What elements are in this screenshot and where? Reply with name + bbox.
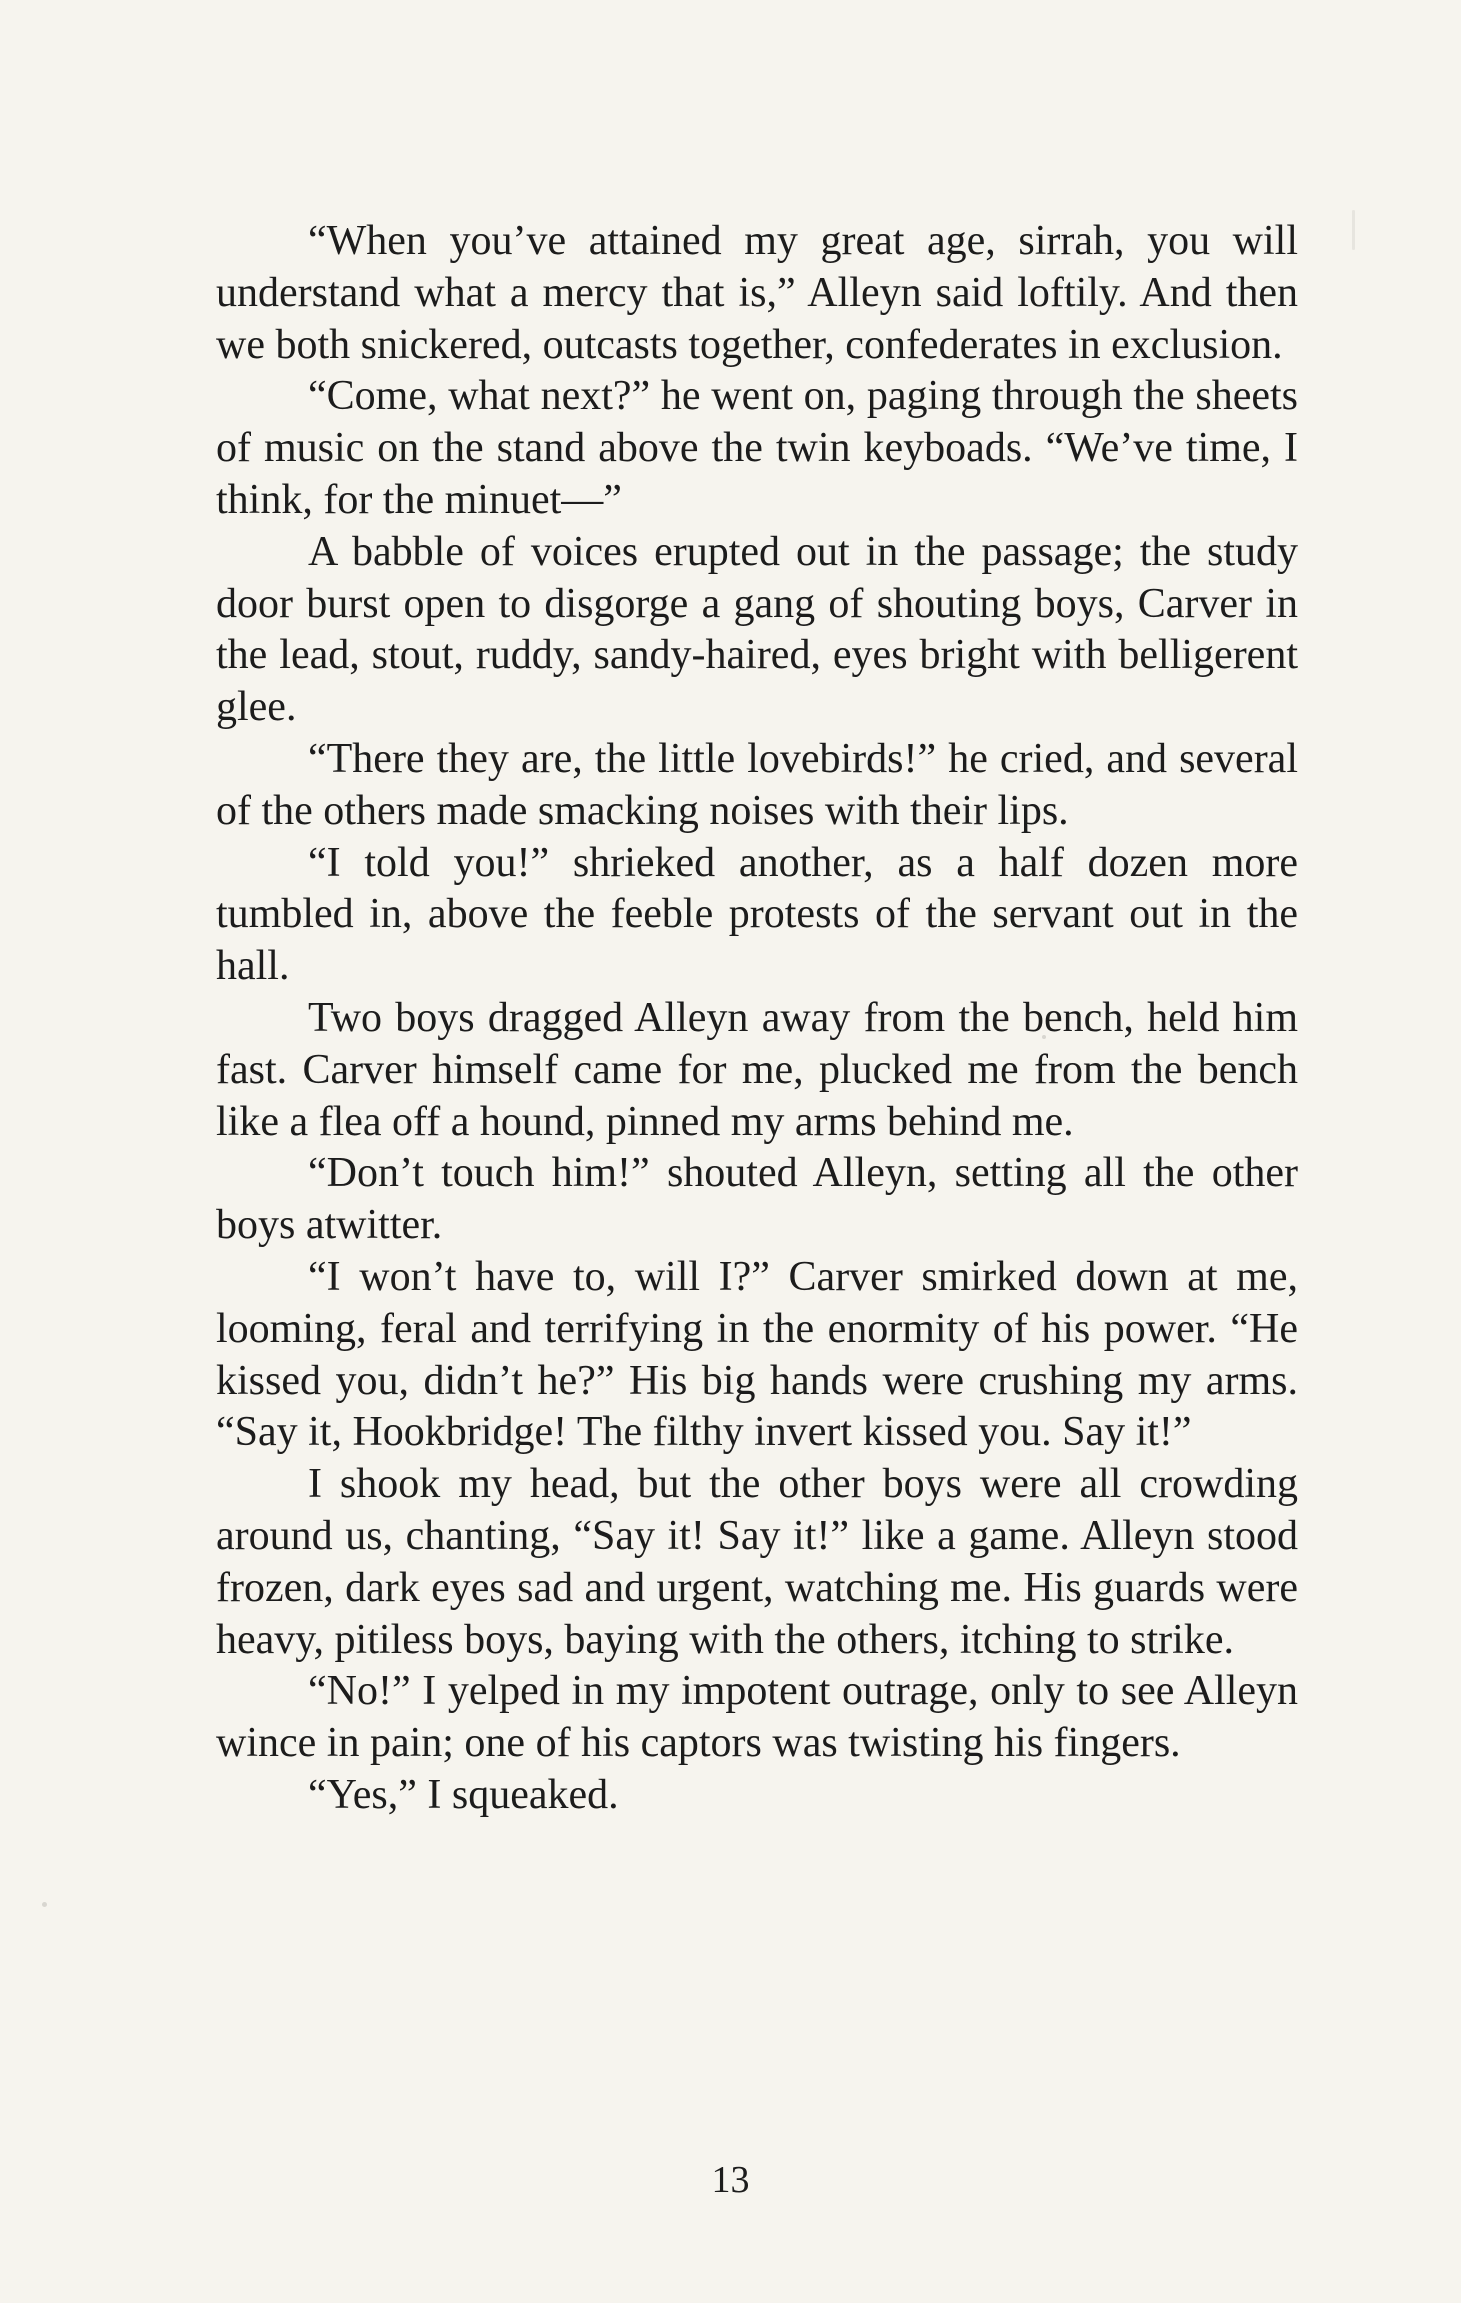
paragraph: “Don’t touch him!” shouted Alleyn, setting all the other boys atwitter. <box>216 1150 1298 1249</box>
paragraph: “When you’ve attained my great age, sirrah, you will understand what a mercy that is,” Alleyn said loftily. And then we both snickered, outcasts together, confederates in exclusion. <box>216 218 1298 368</box>
paragraph: “Come, what next?” he went on, paging through the sheets of music on the stand above the twin keyboads. “We’ve time, I think, for the minuet—” <box>216 373 1298 523</box>
paper-speck <box>1352 210 1355 250</box>
paragraph: “I won’t have to, will I?” Carver smirked down at me, looming, feral and terrifying in the enormity of his power. “He kissed you, didn’t he?” His big hands were crushing my arms. “Say it, Hookbridge! The filthy invert kissed you. Say it!” <box>216 1253 1298 1456</box>
page-number: 13 <box>711 2159 750 2201</box>
paragraph: “There they are, the little lovebirds!” he cried, and several of the others made smacking noises with their lips. <box>216 735 1298 834</box>
paragraph: A babble of voices erupted out in the passage; the study door burst open to disgorge a gang of shouting boys, Carver in the lead, stout, ruddy, sandy-haired, eyes bright with belligerent glee. <box>216 528 1298 731</box>
paragraph: Two boys dragged Alleyn away from the bench, held him fast. Carver himself came for me, plucked me from the bench like a flea off a hound, pinned my arms behind me. <box>216 994 1298 1145</box>
paragraph: “I told you!” shrieked another, as a half dozen more tumbled in, above the feeble protests of the servant out in the hall. <box>216 839 1298 990</box>
paragraph: “Yes,” I squeaked. <box>308 1771 619 1818</box>
paper-speck <box>42 1902 47 1907</box>
paragraph: I shook my head, but the other boys were all crowding around us, chanting, “Say it! Say it!” like a game. Alleyn stood frozen, dark eyes sad and urgent, watching me. His guards were heavy, pitiless boys, baying with the others, itching to strike. <box>216 1461 1298 1663</box>
paragraph: “No!” I yelped in my impotent outrage, only to see Alleyn wince in pain; one of his captors was twisting his fingers. <box>216 1668 1298 1767</box>
body-text <box>216 216 1298 1822</box>
